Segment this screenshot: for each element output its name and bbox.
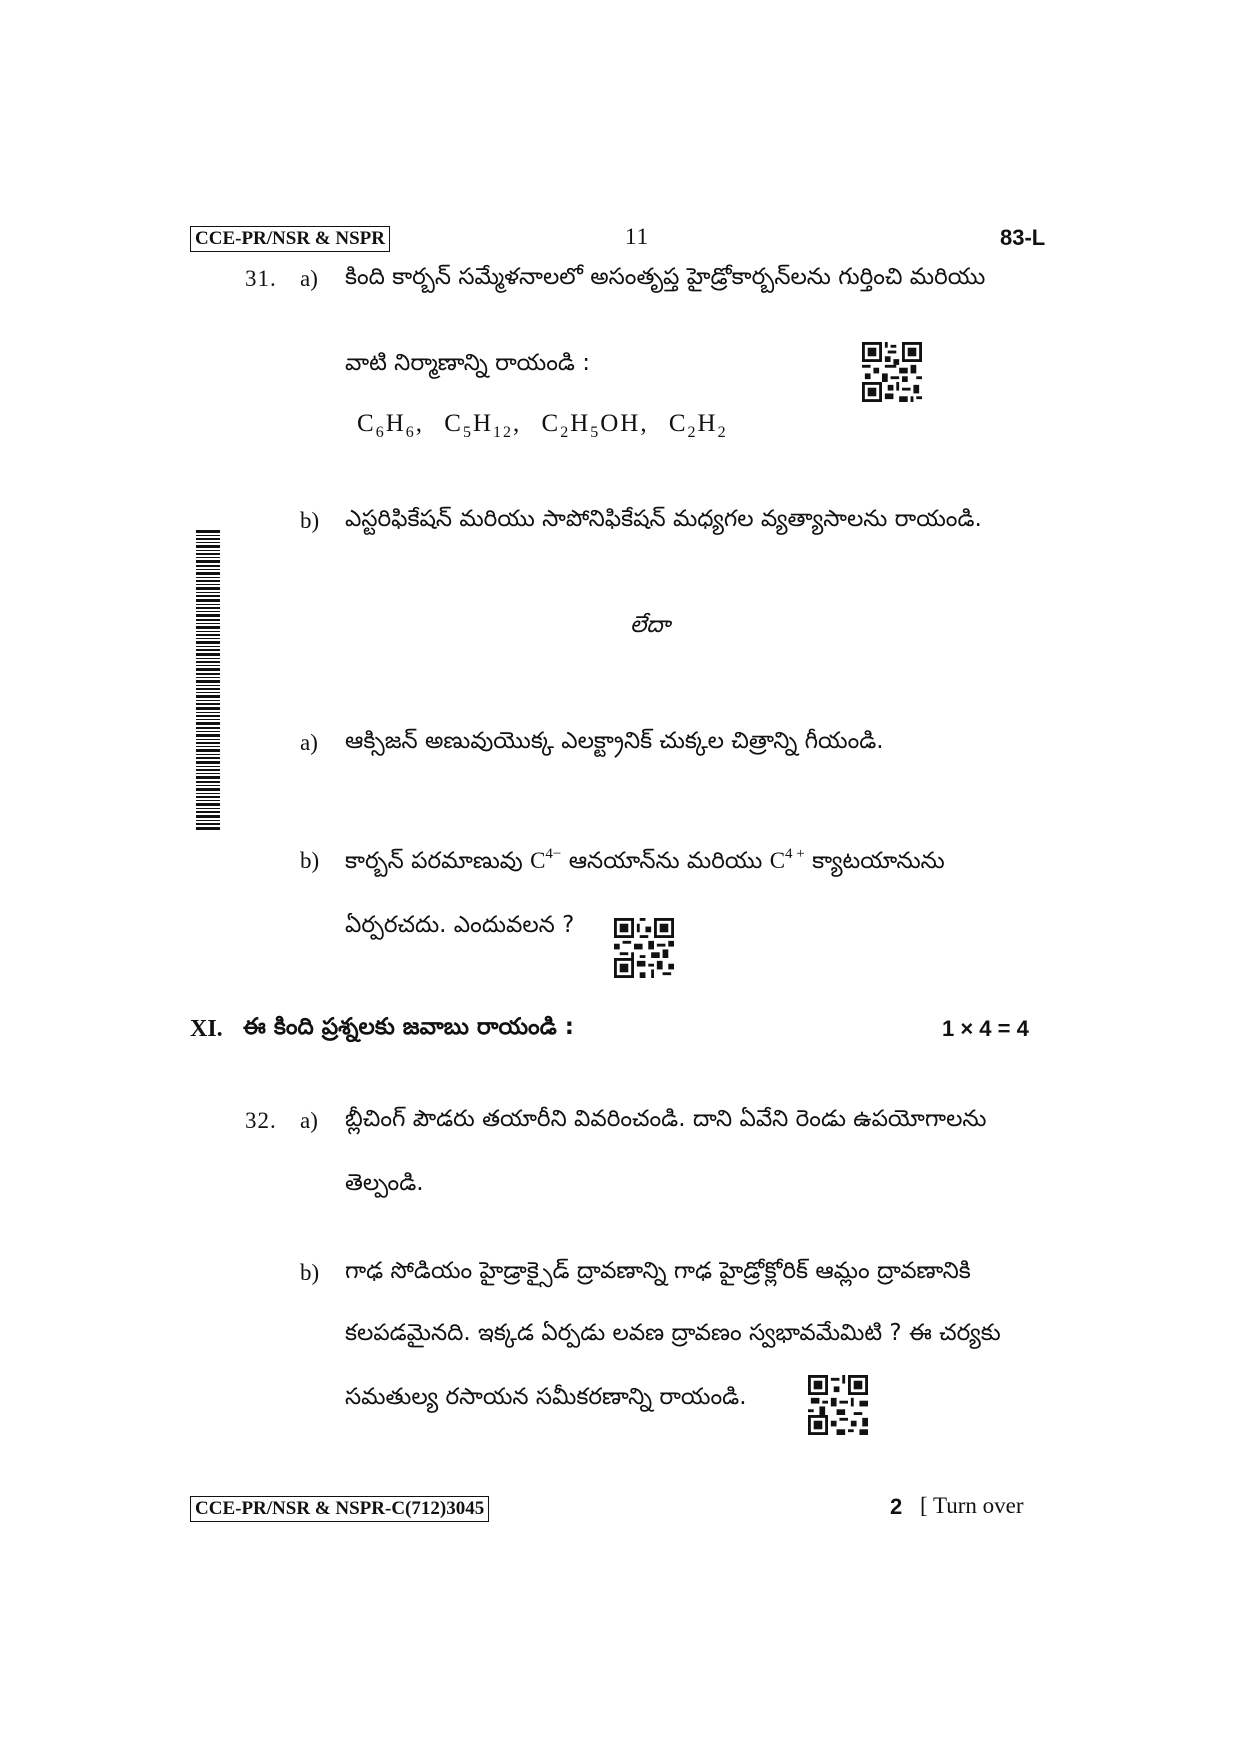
- q32-b-label: b): [300, 1260, 320, 1285]
- q31-alt-b-label: b): [300, 848, 320, 873]
- q32-b-line2: కలపడమైనది. ఇక్కడ ఏర్పడు లవణ ద్రావణం స్వభావమేమిటి ? ఈ చర్యకు: [345, 1320, 1001, 1346]
- q32-b-line3: సమతుల్య రసాయన సమీకరణాన్ని రాయండి.: [345, 1384, 747, 1410]
- q32-a-label: a): [300, 1108, 318, 1133]
- formula-list: [357, 410, 728, 442]
- page-number: 11: [625, 224, 650, 249]
- q32-a-line2: తెల్పండి.: [345, 1170, 424, 1196]
- footer-code-box: CCE-PR/NSR & NSPR-C(712)3045: [190, 1496, 489, 1522]
- q31-a-line2: వాటి నిర్మాణాన్ని రాయండి :: [345, 350, 590, 376]
- q31-b-text: ఎస్టరిఫికేషన్ మరియు సాపోనిఫికేషన్ మధ్యగల వ్యత్యాసాలను రాయండి.: [345, 506, 982, 532]
- carbon-anion: $C^{4-}$: [530, 846, 562, 873]
- turn-over-note: [ Turn over: [920, 1493, 1024, 1518]
- q32-b-line1: గాఢ సోడియం హైడ్రాక్సైడ్ ద్రావణాన్ని గాఢ హైడ్రోక్లోరిక్ ఆమ్లం ద్రావణానికి: [345, 1258, 971, 1284]
- header-code-box: CCE-PR/NSR & NSPR: [190, 226, 390, 252]
- or-divider: లేదా: [630, 612, 671, 638]
- q31-alt-b-line1: కార్బన్ పరమాణువు $C^{4-}$ ఆనయాన్‌ను మరియు $C^{4 +}$ క్యాటయానును: [345, 846, 945, 874]
- q31-a-label: a): [300, 266, 318, 291]
- formula-item: $C_2H_5OH$,: [541, 410, 649, 441]
- footer-page-number: 2: [890, 1494, 903, 1519]
- formula-item: $C_2H_2$: [668, 410, 728, 441]
- barcode-icon: [196, 530, 220, 830]
- q31-alt-b-line2: ఏర్పరచదు. ఎందువలన ?: [345, 912, 575, 938]
- qr-code-icon: [862, 342, 922, 402]
- q32-a-line1: బ్లీచింగ్ పౌడరు తయారీని వివరించండి. దాని ఏవేని రెండు ఉపయోగాలను: [345, 1106, 987, 1132]
- section-instruction: ఈ కింది ప్రశ్నలకు జవాబు రాయండి :: [243, 1014, 574, 1040]
- qr-code-icon: [614, 918, 674, 978]
- question-number-31: 31.: [245, 266, 277, 291]
- q31-a-line1: కింది కార్బన్ సమ్మేళనాలలో అసంతృప్త హైడ్రోకార్బన్‌లను గుర్తించి మరియు: [345, 264, 986, 290]
- formula-item: $C_5H_{12}$,: [444, 410, 522, 441]
- qr-code-icon: [808, 1375, 868, 1435]
- q31-alt-a-text: ఆక్సిజన్ అణువుయొక్క ఎలక్ట్రానిక్ చుక్కల చిత్రాన్ని గీయండి.: [345, 728, 884, 754]
- paper-code: 83-L: [1000, 225, 1046, 250]
- q31-b-label: b): [300, 508, 320, 533]
- formula-item: $C_6H_6$,: [357, 410, 424, 441]
- q31-alt-a-label: a): [300, 730, 318, 755]
- carbon-cation: $C^{4 +}$: [769, 846, 805, 873]
- question-number-32: 32.: [245, 1108, 277, 1133]
- section-numeral: XI.: [190, 1016, 223, 1042]
- section-marks: 1 × 4 = 4: [942, 1016, 1029, 1041]
